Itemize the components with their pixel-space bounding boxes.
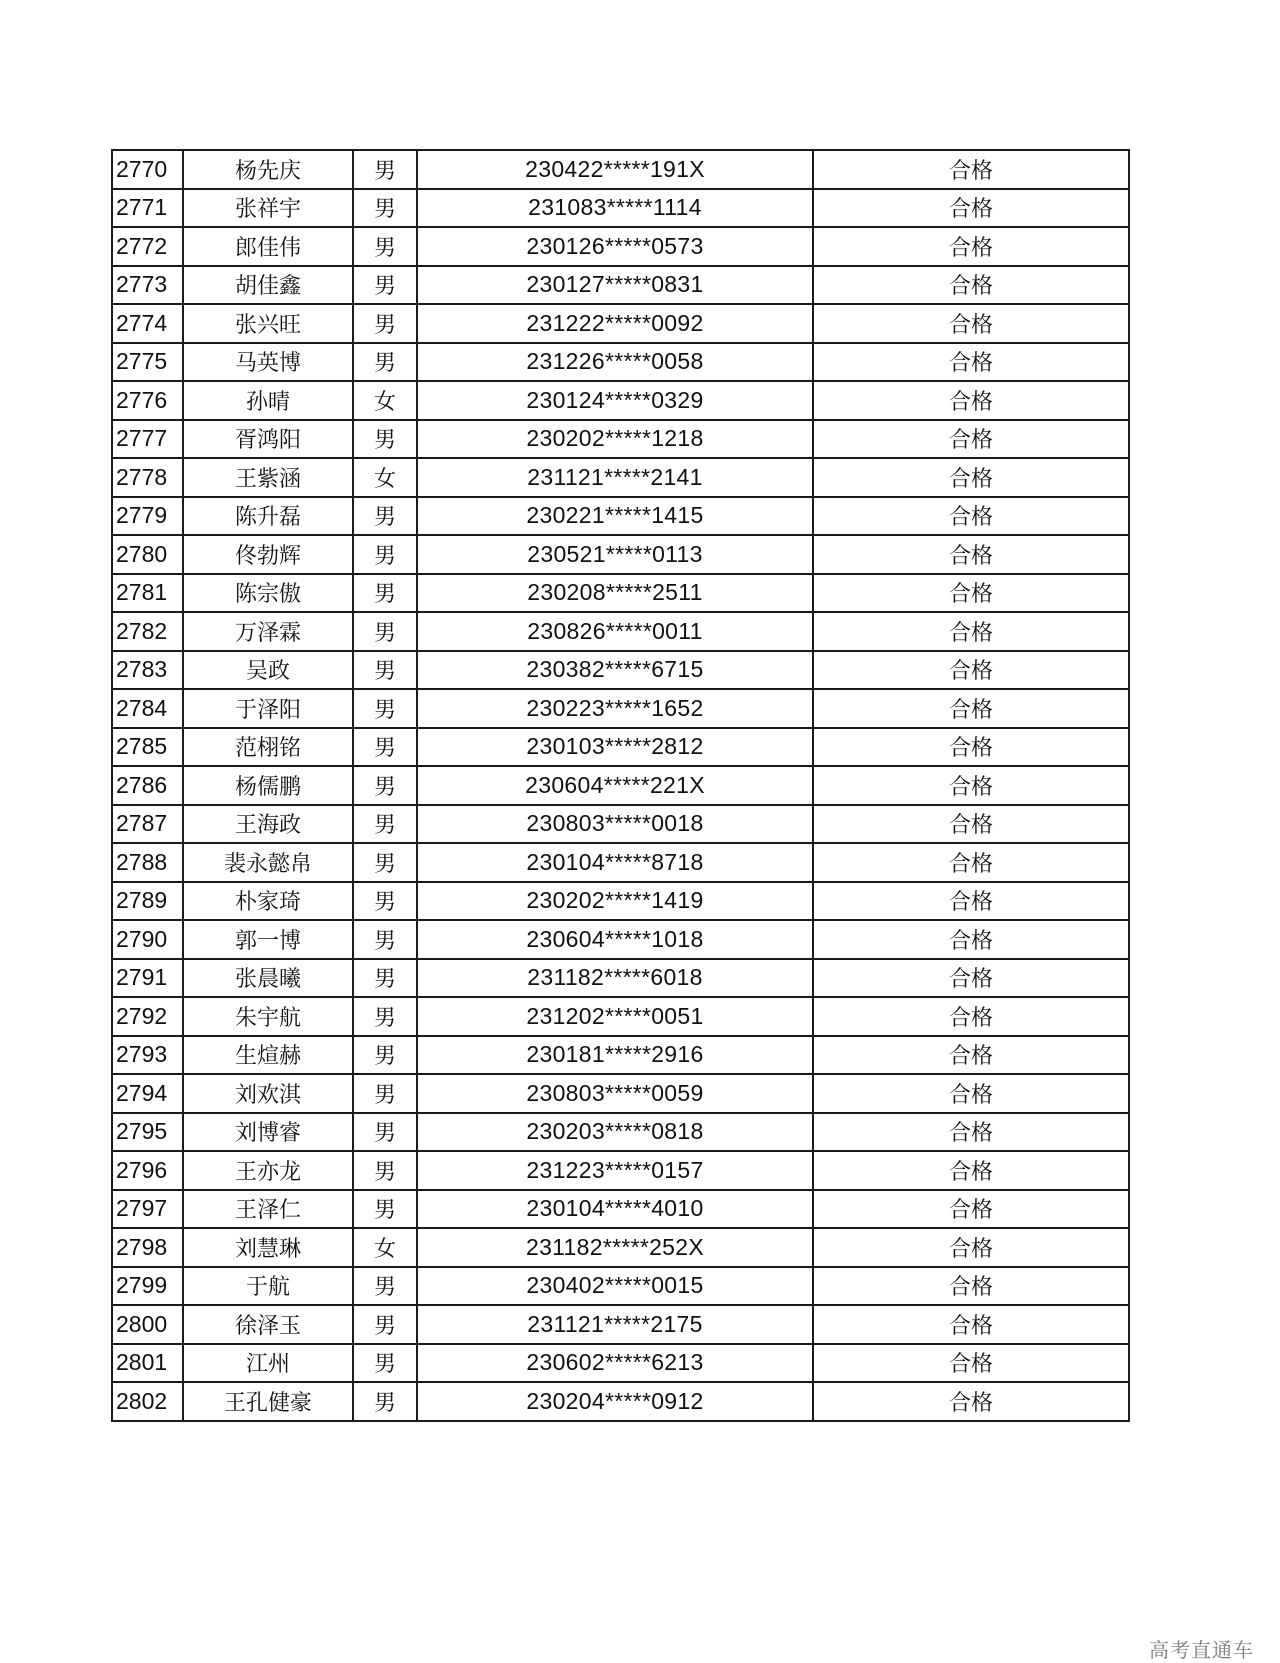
- name-cell: 万泽霖: [183, 612, 353, 651]
- name-cell: 范栩铭: [183, 728, 353, 767]
- result-cell: 合格: [813, 997, 1129, 1036]
- gender-cell: 男: [353, 959, 417, 998]
- gender-cell: 男: [353, 266, 417, 305]
- result-cell: 合格: [813, 1344, 1129, 1383]
- name-cell: 杨儒鹏: [183, 766, 353, 805]
- name-cell: 胡佳鑫: [183, 266, 353, 305]
- name-cell: 胥鸿阳: [183, 420, 353, 459]
- gender-cell: 男: [353, 189, 417, 228]
- id-number-cell: 230803*****0018: [417, 805, 813, 844]
- gender-cell: 女: [353, 381, 417, 420]
- gender-cell: 男: [353, 343, 417, 382]
- gender-cell: 男: [353, 920, 417, 959]
- id-number-cell: 231083*****1114: [417, 189, 813, 228]
- table-row: [112, 689, 1129, 728]
- table-row: [112, 1228, 1129, 1267]
- table-row: [112, 1113, 1129, 1152]
- id-number-cell: 230127*****0831: [417, 266, 813, 305]
- result-cell: 合格: [813, 805, 1129, 844]
- table-row: [112, 1267, 1129, 1306]
- serial-number-cell: 2778: [112, 458, 183, 497]
- roster-table-body: [112, 150, 1129, 1421]
- serial-number-cell: 2802: [112, 1382, 183, 1421]
- serial-number-cell: 2780: [112, 535, 183, 574]
- name-cell: 张祥宇: [183, 189, 353, 228]
- gender-cell: 男: [353, 882, 417, 921]
- table-row: [112, 1190, 1129, 1229]
- name-cell: 徐泽玉: [183, 1305, 353, 1344]
- serial-number-cell: 2788: [112, 843, 183, 882]
- name-cell: 于泽阳: [183, 689, 353, 728]
- name-cell: 陈宗傲: [183, 574, 353, 613]
- table-row: [112, 1151, 1129, 1190]
- name-cell: 江州: [183, 1344, 353, 1383]
- name-cell: 于航: [183, 1267, 353, 1306]
- id-number-cell: 230181*****2916: [417, 1036, 813, 1075]
- table-row: [112, 574, 1129, 613]
- table-row: [112, 1344, 1129, 1383]
- id-number-cell: 231222*****0092: [417, 304, 813, 343]
- table-row: [112, 304, 1129, 343]
- result-cell: 合格: [813, 420, 1129, 459]
- serial-number-cell: 2793: [112, 1036, 183, 1075]
- id-number-cell: 230202*****1218: [417, 420, 813, 459]
- id-number-cell: 230803*****0059: [417, 1074, 813, 1113]
- name-cell: 刘博睿: [183, 1113, 353, 1152]
- table-row: [112, 920, 1129, 959]
- name-cell: 王泽仁: [183, 1190, 353, 1229]
- gender-cell: 男: [353, 150, 417, 189]
- name-cell: 杨先庆: [183, 150, 353, 189]
- name-cell: 王孔健豪: [183, 1382, 353, 1421]
- table-row: [112, 1382, 1129, 1421]
- name-cell: 郭一博: [183, 920, 353, 959]
- id-number-cell: 230203*****0818: [417, 1113, 813, 1152]
- roster-table: [111, 149, 1130, 1422]
- id-number-cell: 230382*****6715: [417, 651, 813, 690]
- id-number-cell: 230602*****6213: [417, 1344, 813, 1383]
- result-cell: 合格: [813, 1036, 1129, 1075]
- gender-cell: 男: [353, 574, 417, 613]
- result-cell: 合格: [813, 343, 1129, 382]
- result-cell: 合格: [813, 959, 1129, 998]
- id-number-cell: 230104*****4010: [417, 1190, 813, 1229]
- gender-cell: 男: [353, 1267, 417, 1306]
- name-cell: 孙晴: [183, 381, 353, 420]
- serial-number-cell: 2770: [112, 150, 183, 189]
- name-cell: 陈升磊: [183, 497, 353, 536]
- result-cell: 合格: [813, 227, 1129, 266]
- serial-number-cell: 2795: [112, 1113, 183, 1152]
- result-cell: 合格: [813, 1113, 1129, 1152]
- name-cell: 朴家琦: [183, 882, 353, 921]
- result-cell: 合格: [813, 612, 1129, 651]
- name-cell: 刘欢淇: [183, 1074, 353, 1113]
- gender-cell: 男: [353, 766, 417, 805]
- result-cell: 合格: [813, 535, 1129, 574]
- serial-number-cell: 2798: [112, 1228, 183, 1267]
- id-number-cell: 231226*****0058: [417, 343, 813, 382]
- gender-cell: 男: [353, 689, 417, 728]
- gender-cell: 男: [353, 843, 417, 882]
- table-row: [112, 420, 1129, 459]
- gender-cell: 男: [353, 1151, 417, 1190]
- serial-number-cell: 2777: [112, 420, 183, 459]
- id-number-cell: 230126*****0573: [417, 227, 813, 266]
- serial-number-cell: 2783: [112, 651, 183, 690]
- name-cell: 朱宇航: [183, 997, 353, 1036]
- result-cell: 合格: [813, 458, 1129, 497]
- serial-number-cell: 2800: [112, 1305, 183, 1344]
- result-cell: 合格: [813, 882, 1129, 921]
- id-number-cell: 230826*****0011: [417, 612, 813, 651]
- table-row: [112, 189, 1129, 228]
- result-cell: 合格: [813, 574, 1129, 613]
- name-cell: 王亦龙: [183, 1151, 353, 1190]
- name-cell: 吴政: [183, 651, 353, 690]
- result-cell: 合格: [813, 189, 1129, 228]
- gender-cell: 男: [353, 612, 417, 651]
- table-row: [112, 535, 1129, 574]
- serial-number-cell: 2774: [112, 304, 183, 343]
- result-cell: 合格: [813, 920, 1129, 959]
- id-number-cell: 231182*****252X: [417, 1228, 813, 1267]
- gender-cell: 男: [353, 1113, 417, 1152]
- result-cell: 合格: [813, 1190, 1129, 1229]
- table-row: [112, 227, 1129, 266]
- name-cell: 王海政: [183, 805, 353, 844]
- id-number-cell: 230604*****221X: [417, 766, 813, 805]
- gender-cell: 男: [353, 651, 417, 690]
- table-row: [112, 843, 1129, 882]
- result-cell: 合格: [813, 304, 1129, 343]
- table-row: [112, 1036, 1129, 1075]
- result-cell: 合格: [813, 728, 1129, 767]
- gender-cell: 男: [353, 420, 417, 459]
- result-cell: 合格: [813, 1228, 1129, 1267]
- watermark: 高考直通车: [1149, 1638, 1254, 1662]
- serial-number-cell: 2785: [112, 728, 183, 767]
- name-cell: 马英博: [183, 343, 353, 382]
- serial-number-cell: 2799: [112, 1267, 183, 1306]
- serial-number-cell: 2791: [112, 959, 183, 998]
- table-row: [112, 882, 1129, 921]
- id-number-cell: 231223*****0157: [417, 1151, 813, 1190]
- id-number-cell: 230422*****191X: [417, 150, 813, 189]
- table-row: [112, 266, 1129, 305]
- gender-cell: 男: [353, 1036, 417, 1075]
- id-number-cell: 230521*****0113: [417, 535, 813, 574]
- result-cell: 合格: [813, 497, 1129, 536]
- table-row: [112, 497, 1129, 536]
- id-number-cell: 230104*****8718: [417, 843, 813, 882]
- result-cell: 合格: [813, 1267, 1129, 1306]
- serial-number-cell: 2771: [112, 189, 183, 228]
- id-number-cell: 230221*****1415: [417, 497, 813, 536]
- result-cell: 合格: [813, 843, 1129, 882]
- id-number-cell: 231182*****6018: [417, 959, 813, 998]
- serial-number-cell: 2773: [112, 266, 183, 305]
- result-cell: 合格: [813, 381, 1129, 420]
- serial-number-cell: 2784: [112, 689, 183, 728]
- id-number-cell: 230402*****0015: [417, 1267, 813, 1306]
- table-row: [112, 1074, 1129, 1113]
- gender-cell: 男: [353, 1190, 417, 1229]
- table-row: [112, 728, 1129, 767]
- serial-number-cell: 2790: [112, 920, 183, 959]
- table-row: [112, 612, 1129, 651]
- id-number-cell: 230223*****1652: [417, 689, 813, 728]
- table-row: [112, 766, 1129, 805]
- name-cell: 郎佳伟: [183, 227, 353, 266]
- table-row: [112, 805, 1129, 844]
- result-cell: 合格: [813, 266, 1129, 305]
- serial-number-cell: 2801: [112, 1344, 183, 1383]
- name-cell: 裴永懿帛: [183, 843, 353, 882]
- table-row: [112, 997, 1129, 1036]
- serial-number-cell: 2794: [112, 1074, 183, 1113]
- gender-cell: 男: [353, 1382, 417, 1421]
- gender-cell: 男: [353, 497, 417, 536]
- serial-number-cell: 2786: [112, 766, 183, 805]
- name-cell: 王紫涵: [183, 458, 353, 497]
- serial-number-cell: 2792: [112, 997, 183, 1036]
- serial-number-cell: 2779: [112, 497, 183, 536]
- table-row: [112, 150, 1129, 189]
- gender-cell: 男: [353, 1305, 417, 1344]
- name-cell: 张兴旺: [183, 304, 353, 343]
- serial-number-cell: 2782: [112, 612, 183, 651]
- id-number-cell: 231202*****0051: [417, 997, 813, 1036]
- id-number-cell: 230202*****1419: [417, 882, 813, 921]
- serial-number-cell: 2797: [112, 1190, 183, 1229]
- table-row: [112, 651, 1129, 690]
- result-cell: 合格: [813, 1074, 1129, 1113]
- id-number-cell: 230208*****2511: [417, 574, 813, 613]
- result-cell: 合格: [813, 651, 1129, 690]
- result-cell: 合格: [813, 766, 1129, 805]
- table-row: [112, 1305, 1129, 1344]
- result-cell: 合格: [813, 689, 1129, 728]
- serial-number-cell: 2772: [112, 227, 183, 266]
- id-number-cell: 231121*****2141: [417, 458, 813, 497]
- name-cell: 生煊赫: [183, 1036, 353, 1075]
- result-cell: 合格: [813, 1151, 1129, 1190]
- serial-number-cell: 2789: [112, 882, 183, 921]
- result-cell: 合格: [813, 1382, 1129, 1421]
- serial-number-cell: 2796: [112, 1151, 183, 1190]
- gender-cell: 男: [353, 997, 417, 1036]
- gender-cell: 男: [353, 728, 417, 767]
- id-number-cell: 231121*****2175: [417, 1305, 813, 1344]
- result-cell: 合格: [813, 150, 1129, 189]
- result-cell: 合格: [813, 1305, 1129, 1344]
- id-number-cell: 230103*****2812: [417, 728, 813, 767]
- gender-cell: 男: [353, 1074, 417, 1113]
- gender-cell: 男: [353, 805, 417, 844]
- name-cell: 张晨曦: [183, 959, 353, 998]
- table-row: [112, 458, 1129, 497]
- serial-number-cell: 2781: [112, 574, 183, 613]
- gender-cell: 男: [353, 227, 417, 266]
- serial-number-cell: 2787: [112, 805, 183, 844]
- table-row: [112, 381, 1129, 420]
- gender-cell: 男: [353, 535, 417, 574]
- gender-cell: 男: [353, 304, 417, 343]
- gender-cell: 女: [353, 1228, 417, 1267]
- serial-number-cell: 2776: [112, 381, 183, 420]
- table-row: [112, 959, 1129, 998]
- id-number-cell: 230124*****0329: [417, 381, 813, 420]
- serial-number-cell: 2775: [112, 343, 183, 382]
- id-number-cell: 230604*****1018: [417, 920, 813, 959]
- id-number-cell: 230204*****0912: [417, 1382, 813, 1421]
- gender-cell: 女: [353, 458, 417, 497]
- table-row: [112, 343, 1129, 382]
- gender-cell: 男: [353, 1344, 417, 1383]
- name-cell: 刘慧琳: [183, 1228, 353, 1267]
- name-cell: 佟勃辉: [183, 535, 353, 574]
